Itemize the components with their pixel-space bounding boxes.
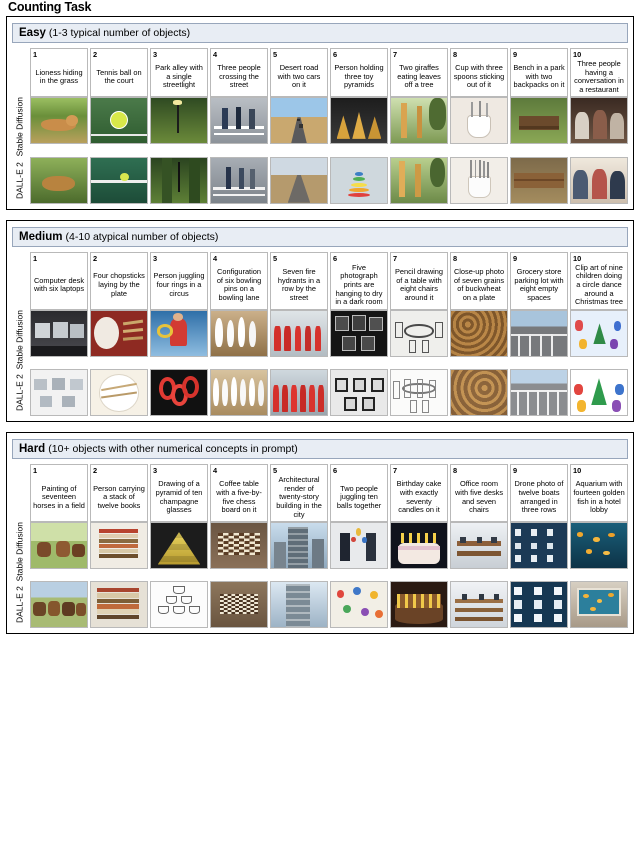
- caption-number: 6: [333, 50, 338, 59]
- image-park-bench: [510, 97, 568, 144]
- caption-text: Seven fire hydrants in a row by the street: [277, 267, 321, 302]
- caption-text: Person juggling four rings in a circus: [153, 271, 205, 298]
- image-park-alley-2: [150, 157, 208, 204]
- image-restaurant-people: [570, 97, 628, 144]
- page-title: Counting Task: [8, 0, 92, 14]
- image-horses-field: [30, 522, 88, 569]
- caption-text: Computer desk with six laptops: [33, 275, 85, 294]
- caption-cell: [150, 464, 208, 522]
- caption-number: 1: [33, 50, 38, 59]
- caption-cell: [570, 252, 628, 310]
- caption-cell: [90, 252, 148, 310]
- caption-number: 1: [33, 253, 38, 263]
- image-two-jugglers: [330, 522, 388, 569]
- image-book-stack: [90, 522, 148, 569]
- caption-number: 2: [93, 253, 98, 263]
- image-giraffes: [390, 97, 448, 144]
- caption-text: Configuration of six bowling pins on a bowling lane: [216, 267, 262, 302]
- image-lioness-grass-2: [30, 157, 88, 204]
- grid-easy: [12, 48, 628, 204]
- caption-cell: [210, 464, 268, 522]
- image-bowling-pins: [210, 310, 268, 357]
- image-aquarium: [570, 522, 628, 569]
- caption-cell: [30, 464, 88, 522]
- row-label-stable-diffusion: Stable Diffusion: [14, 97, 25, 157]
- caption-cell: [510, 48, 568, 97]
- caption-cell: [450, 48, 508, 97]
- image-table-chairs-sketch: [390, 310, 448, 357]
- image-darkroom-prints: [330, 310, 388, 357]
- caption-number: 7: [393, 466, 398, 476]
- row-label-stable-diffusion: Stable Diffusion: [14, 309, 25, 370]
- caption-number: 10: [573, 466, 582, 476]
- caption-text: Three people having a conversation in a restaurant: [574, 59, 624, 94]
- caption-cell: [390, 252, 448, 310]
- caption-cell: [270, 252, 328, 310]
- image-desert-road-2: [270, 157, 328, 204]
- caption-number: 2: [93, 466, 98, 476]
- image-park-bench-2: [510, 157, 568, 204]
- image-boats-rows: [510, 522, 568, 569]
- image-park-alley: [150, 97, 208, 144]
- caption-cell: [210, 252, 268, 310]
- caption-text: Aquarium with fourteen golden fish in a hotel lobby: [573, 479, 625, 515]
- caption-number: 6: [333, 253, 338, 263]
- row-label-dalle2: DALL-E 2: [14, 586, 25, 624]
- image-chess-table: [210, 522, 268, 569]
- caption-text: Four chopsticks laying by the plate: [93, 271, 145, 298]
- caption-text: Three people crossing the street: [217, 63, 261, 90]
- caption-text: Tennis ball on the court: [96, 67, 142, 86]
- caption-number: 9: [513, 50, 518, 59]
- caption-cell: [510, 464, 568, 522]
- section-header-medium: [12, 227, 628, 247]
- row-label-dalle2: DALL-E 2: [14, 374, 25, 412]
- image-champagne-pyramid-2: [150, 581, 208, 628]
- caption-cell: [510, 252, 568, 310]
- grid-corner: [12, 48, 28, 97]
- image-children-tree-2: [570, 369, 628, 416]
- caption-number: 5: [273, 466, 278, 476]
- section-header-easy: [12, 23, 628, 43]
- caption-cell: [30, 48, 88, 97]
- caption-number: 6: [333, 466, 338, 476]
- caption-text: Grocery store parking lot with eight empty spaces: [514, 267, 564, 302]
- caption-cell: [390, 48, 448, 97]
- image-parking-lot-2: [510, 369, 568, 416]
- image-laptops-desk-2: [30, 369, 88, 416]
- caption-text: Architectural render of twenty-story building in the city: [276, 475, 322, 519]
- caption-cell: [450, 464, 508, 522]
- section-header-hard: [12, 439, 628, 459]
- section-name-medium: Medium: [19, 230, 63, 243]
- image-cup-utensils-2: [450, 157, 508, 204]
- caption-text: Pencil drawing of a table with eight chairs around it: [394, 267, 444, 302]
- row-label-stable-diffusion: Stable Diffusion: [14, 522, 25, 582]
- grid-corner: [12, 464, 28, 522]
- image-lioness-grass: [30, 97, 88, 144]
- image-tennis-ball: [90, 97, 148, 144]
- caption-cell: [330, 464, 388, 522]
- section-desc-medium: (4-10 atypical number of objects): [65, 230, 219, 243]
- caption-text: Person holding three toy pyramids: [334, 63, 384, 90]
- caption-cell: [90, 48, 148, 97]
- caption-cell: [570, 464, 628, 522]
- section-easy: [6, 16, 634, 210]
- caption-text: Clip art of nine children doing a circle dance around a Christmas tree: [574, 262, 624, 307]
- caption-cell: [270, 464, 328, 522]
- caption-number: 4: [213, 466, 218, 476]
- caption-number: 7: [393, 253, 398, 263]
- image-birthday-cake: [390, 522, 448, 569]
- caption-text: Two giraffes eating leaves off a tree: [397, 63, 441, 90]
- caption-number: 7: [393, 50, 398, 59]
- image-buckwheat: [450, 310, 508, 357]
- image-office-desks: [450, 522, 508, 569]
- caption-number: 8: [453, 466, 458, 476]
- caption-cell: [330, 48, 388, 97]
- image-restaurant-people-2: [570, 157, 628, 204]
- image-crosswalk-2: [210, 157, 268, 204]
- caption-text: Bench in a park with two backpacks on it: [513, 63, 565, 90]
- caption-cell: [390, 464, 448, 522]
- caption-cell: [270, 48, 328, 97]
- section-name-hard: Hard: [19, 443, 46, 456]
- image-toy-pyramids: [330, 97, 388, 144]
- image-bowling-pins-2: [210, 369, 268, 416]
- caption-number: 9: [513, 253, 518, 263]
- caption-text: Five photograph prints are hanging to dry in a dark room: [335, 262, 383, 307]
- image-giraffes-2: [390, 157, 448, 204]
- caption-text: Drawing of a pyramid of ten champagne glasses: [155, 479, 203, 515]
- caption-text: Drone photo of twelve boats arranged in three rows: [514, 479, 564, 515]
- caption-number: 3: [153, 253, 158, 263]
- caption-text: Painting of seventeen horses in a field: [33, 483, 85, 510]
- image-chopsticks-plate-2: [90, 369, 148, 416]
- caption-number: 3: [153, 466, 158, 476]
- image-boats-rows-2: [510, 581, 568, 628]
- image-tower-render-2: [270, 581, 328, 628]
- image-cup-spoons: [450, 97, 508, 144]
- caption-cell: [150, 252, 208, 310]
- caption-cell: [150, 48, 208, 97]
- caption-number: 2: [93, 50, 98, 59]
- caption-number: 10: [573, 50, 582, 59]
- image-children-circle: [570, 310, 628, 357]
- caption-text: Lioness hiding in the grass: [35, 67, 83, 86]
- caption-text: Coffee table with a five-by-five chess board on it: [216, 479, 262, 515]
- row-label-dalle2: DALL-E 2: [14, 161, 25, 199]
- image-desert-road: [270, 97, 328, 144]
- caption-text: Close-up photo of seven grains of buckwheat on a plate: [453, 267, 505, 302]
- caption-number: 4: [213, 50, 218, 59]
- image-office-desks-2: [450, 581, 508, 628]
- image-book-stack-2: [90, 581, 148, 628]
- caption-number: 10: [573, 253, 582, 263]
- image-toy-rings-2: [330, 157, 388, 204]
- image-fire-hydrants-2: [270, 369, 328, 416]
- image-tennis-court-2: [90, 157, 148, 204]
- caption-number: 5: [273, 253, 278, 263]
- caption-text: Birthday cake with exactly seventy candles on it: [396, 479, 442, 515]
- image-juggler-rings-2: [150, 369, 208, 416]
- image-birthday-cake-2: [390, 581, 448, 628]
- caption-text: Office room with five desks and seven chairs: [454, 479, 504, 515]
- caption-cell: [570, 48, 628, 97]
- image-table-chairs-sketch-2: [390, 369, 448, 416]
- image-chopsticks-plate: [90, 310, 148, 357]
- caption-number: 1: [33, 466, 38, 476]
- image-champagne-pyramid: [150, 522, 208, 569]
- caption-text: Cup with three spoons sticking out of it: [453, 63, 505, 90]
- grid-hard: [12, 464, 628, 628]
- image-gallery-prints-2: [330, 369, 388, 416]
- image-tower-render: [270, 522, 328, 569]
- caption-number: 8: [453, 253, 458, 263]
- section-desc-easy: (1-3 typical number of objects): [48, 27, 191, 39]
- caption-number: 8: [453, 50, 458, 59]
- image-aquarium-lobby-2: [570, 581, 628, 628]
- section-desc-hard: (10+ objects with other numerical concepts in prompt): [48, 443, 298, 456]
- section-medium: [6, 220, 634, 422]
- caption-cell: [210, 48, 268, 97]
- caption-number: 4: [213, 253, 218, 263]
- caption-cell: [90, 464, 148, 522]
- caption-cell: [450, 252, 508, 310]
- grid-medium: [12, 252, 628, 416]
- grid-corner: [12, 252, 28, 310]
- section-hard: [6, 432, 634, 634]
- image-crosswalk: [210, 97, 268, 144]
- image-buckwheat-2: [450, 369, 508, 416]
- caption-number: 3: [153, 50, 158, 59]
- caption-cell: [30, 252, 88, 310]
- caption-text: Person carrying a stack of twelve books: [93, 483, 145, 510]
- caption-number: 9: [513, 466, 518, 476]
- image-juggling-balls-2: [330, 581, 388, 628]
- image-laptops-desk: [30, 310, 88, 357]
- image-horses-field-2: [30, 581, 88, 628]
- section-name-easy: Easy: [19, 27, 46, 39]
- image-parking-lot: [510, 310, 568, 357]
- caption-number: 5: [273, 50, 278, 59]
- image-juggler: [150, 310, 208, 357]
- caption-text: Two people juggling ten balls together: [336, 483, 382, 510]
- caption-text: Desert road with two cars on it: [277, 63, 321, 90]
- caption-text: Park alley with a single streetlight: [155, 63, 203, 90]
- image-chess-table-2: [210, 581, 268, 628]
- caption-cell: [330, 252, 388, 310]
- image-fire-hydrants: [270, 310, 328, 357]
